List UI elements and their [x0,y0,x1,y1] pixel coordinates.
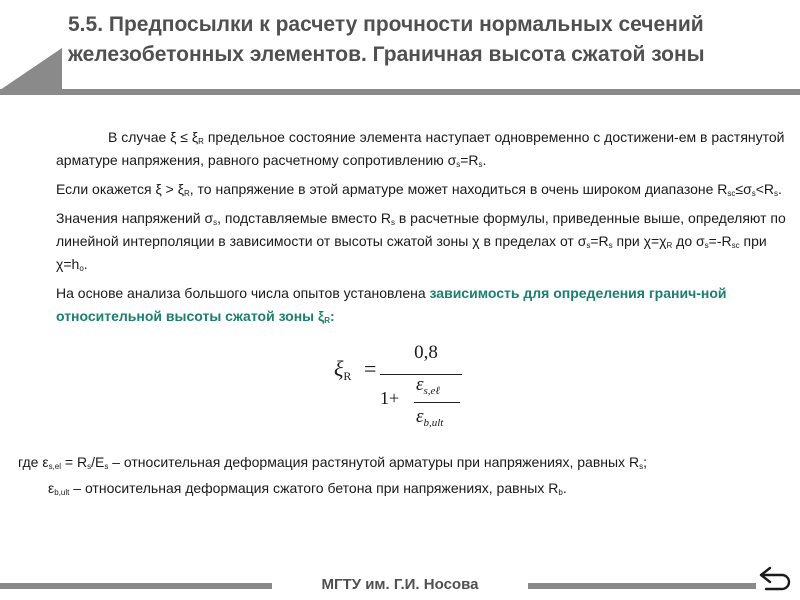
footer-university: МГТУ им. Г.И. Носова [321,576,479,593]
fraction-bar-inner [414,402,460,403]
legend-line-1: где $\varepsilon_{s,el} = R_s/E_s$ – относительная деформация растянутой арматуры при напряжениях, равных $R_s$; [18,454,647,471]
xi-r-formula [326,342,526,434]
formula-numerator: 0,8 [414,342,438,363]
title-line-1: 5.5. Предпосылки к расчету прочности нормальных сечений [68,13,704,36]
formula-inner-numerator: $\varepsilon_{s,e\ell}$ [416,374,440,397]
return-button[interactable] [758,562,794,592]
formula-inner-denominator: $\varepsilon_{b,ult}$ [416,406,444,429]
header-divider [0,89,800,95]
legend-block [18,451,788,503]
legend-line-2: $\varepsilon_{b,ult}$ – относительная деформация сжатого бетона при напряжениях, равных $R_b$. [48,480,567,497]
footer-bar-right [528,583,756,589]
paragraph-2: Если окажется $\xi > \xi_R$, то напряжение в этой арматуре может находиться в очень широком диапазоне $R_{sc}\le\sigma_s<R_s$. [56,181,782,198]
formula-equals: = [364,356,377,381]
footer-bar-left [0,583,272,589]
paragraph-4: На основе анализа большого числа опытов установлена зависимость для определения гранич-ной относительной высоты сжатой зоны $\xi_R$: [56,285,727,325]
return-arrow-icon [758,562,794,592]
corner-decoration [0,48,62,90]
paragraph-3: Значения напряжений $\sigma_s$, подставляемые вместо $R_s$ в расчетные формулы, приведенные выше, определяют по линейной интерполяции в зависимости от высоты сжатой зоны χ в пределах от $\sigma_s=R_s$ при $\chi=\chi_R$ до $\sigma_s=-R_{sc}$ при $\chi=h_o$. [56,210,786,273]
formula-one-plus: 1+ [380,388,400,408]
paragraph-1: В случае $\xi \le \xi_R$ предельное состояние элемента наступает одновременно с достижени-ем в растянутой арматуре напряжения, равного расчетному сопротивлению $\sigma_s=R_s$. [56,129,785,169]
highlighted-phrase: зависимость для определения гранич-ной относительной высоты сжатой зоны $\xi_R$: [56,285,727,325]
formula-lhs: ξR [334,356,352,383]
title-line-2: железобетонных элементов. Граничная высота сжатой зоны [68,43,705,66]
slide-title [68,10,788,70]
slide-body [56,126,794,334]
